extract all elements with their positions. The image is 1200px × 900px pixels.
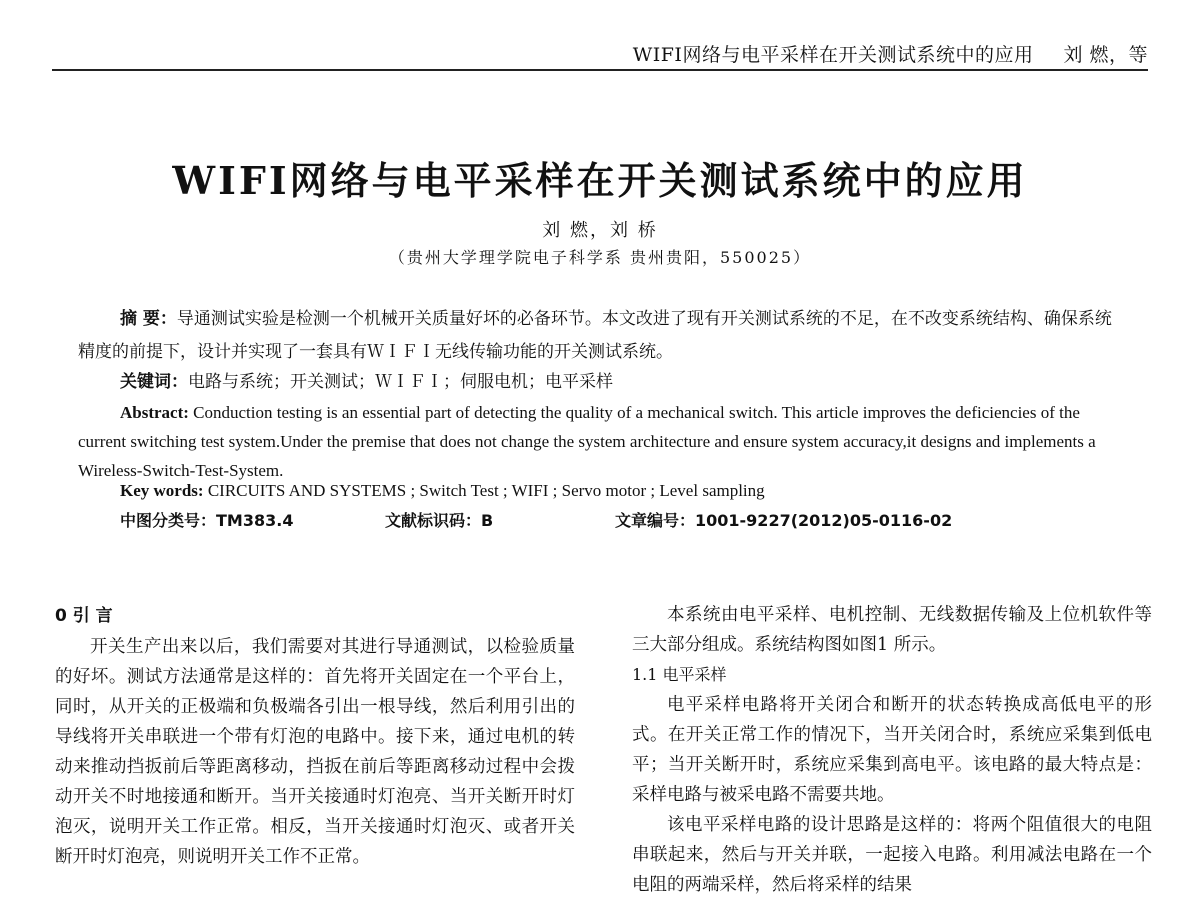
article-number: 文章编号：1001-9227(2012)05-0116-02 [615, 511, 953, 530]
subsection-heading-level-sampling: 1.1 电平采样 [632, 665, 727, 684]
abstract-en-label: Abstract: [120, 403, 189, 422]
running-head-title: WIFI网络与电平采样在开关测试系统中的应用 [632, 44, 1034, 66]
keywords-en-text: CIRCUITS AND SYSTEMS ; Switch Test ; WIFI ; Servo motor ; Level sampling [207, 481, 765, 500]
body-paragraph: 开关生产出来以后，我们需要对其进行导通测试，以检验质量的好坏。测试方法通常是这样的：首先将开关固定在一个平台上，同时，从开关的正极端和负极端各引出一根导线，然后利用引出的导线将开关串联进一个带有灯泡的电路中。接下来，通过电机的转动来推动挡扳前后等距离移动，挡扳在前后等距离移动过程中会拨动开关不时地接通和断开。当开关接通时灯泡亮、当开关断开时灯泡灭，说明开关工作正常。相反，当开关接通时灯泡灭、或者开关断开时灯泡亮，则说明开关工作不正常。 [55, 637, 575, 867]
author-list: 刘 燃，刘 桥 [542, 220, 658, 241]
abstract-cn-label: 摘 要： [120, 309, 177, 329]
running-head [633, 40, 1148, 67]
document-code: 文献标识码：B [385, 511, 494, 530]
body-paragraph: 电平采样电路将开关闭合和断开的状态转换成高低电平的形式。在开关正常工作的情况下，当开关闭合时，系统应采集到低电平；当开关断开时，系统应采集到高电平。该电路的最大特点是：采样电路与被采电路不需要共地。 [632, 695, 1152, 805]
keywords-en-label: Key words: [120, 481, 204, 500]
body-paragraph: 本系统由电平采样、电机控制、无线数据传输及上位机软件等三大部分组成。系统结构图如图1 所示。 [632, 605, 1152, 655]
keywords-cn-label: 关键词： [120, 372, 188, 392]
abstract-cn-text: 导通测试实验是检测一个机械开关质量好坏的必备环节。本文改进了现有开关测试系统的不足，在不改变系统结构、确保系统精度的前提下，设计并实现了一套具有ＷＩＦＩ无线传输功能的开关测试系统。 [78, 309, 1112, 362]
running-head-authors: 刘 燃，等 [1063, 44, 1148, 66]
abstract-en-text: Conduction testing is an essential part of detecting the quality of a mechanical switch. This article improves the deficiencies of the current switching test system.Under the premise that does not change the system architecture and ensure system accuracy,it designs and implements a Wireless-Switch-Test-System. [78, 403, 1096, 480]
keywords-cn-text: 电路与系统；开关测试；ＷＩＦＩ；伺服电机；电平采样 [188, 372, 613, 392]
clc-number: 中图分类号：TM383.4 [120, 511, 294, 530]
body-column-left [55, 600, 575, 872]
abstract-english [78, 398, 1130, 485]
keywords-english [120, 481, 765, 501]
affiliation: （贵州大学理学院电子科学系 贵州贵阳，550025） [388, 248, 812, 267]
keywords-chinese [120, 367, 613, 392]
abstract-chinese [78, 303, 1128, 369]
section-heading-introduction: 0 引 言 [55, 606, 113, 626]
body-paragraph: 该电平采样电路的设计思路是这样的：将两个阻值很大的电阻串联起来，然后与开关并联，一起接入电路。利用减法电路在一个电阻的两端采样，然后将采样的结果 [632, 815, 1152, 895]
header-rule [52, 69, 1148, 71]
paper-title: WIFI网络与电平采样在开关测试系统中的应用 [172, 158, 1028, 203]
body-column-right [632, 600, 1152, 900]
